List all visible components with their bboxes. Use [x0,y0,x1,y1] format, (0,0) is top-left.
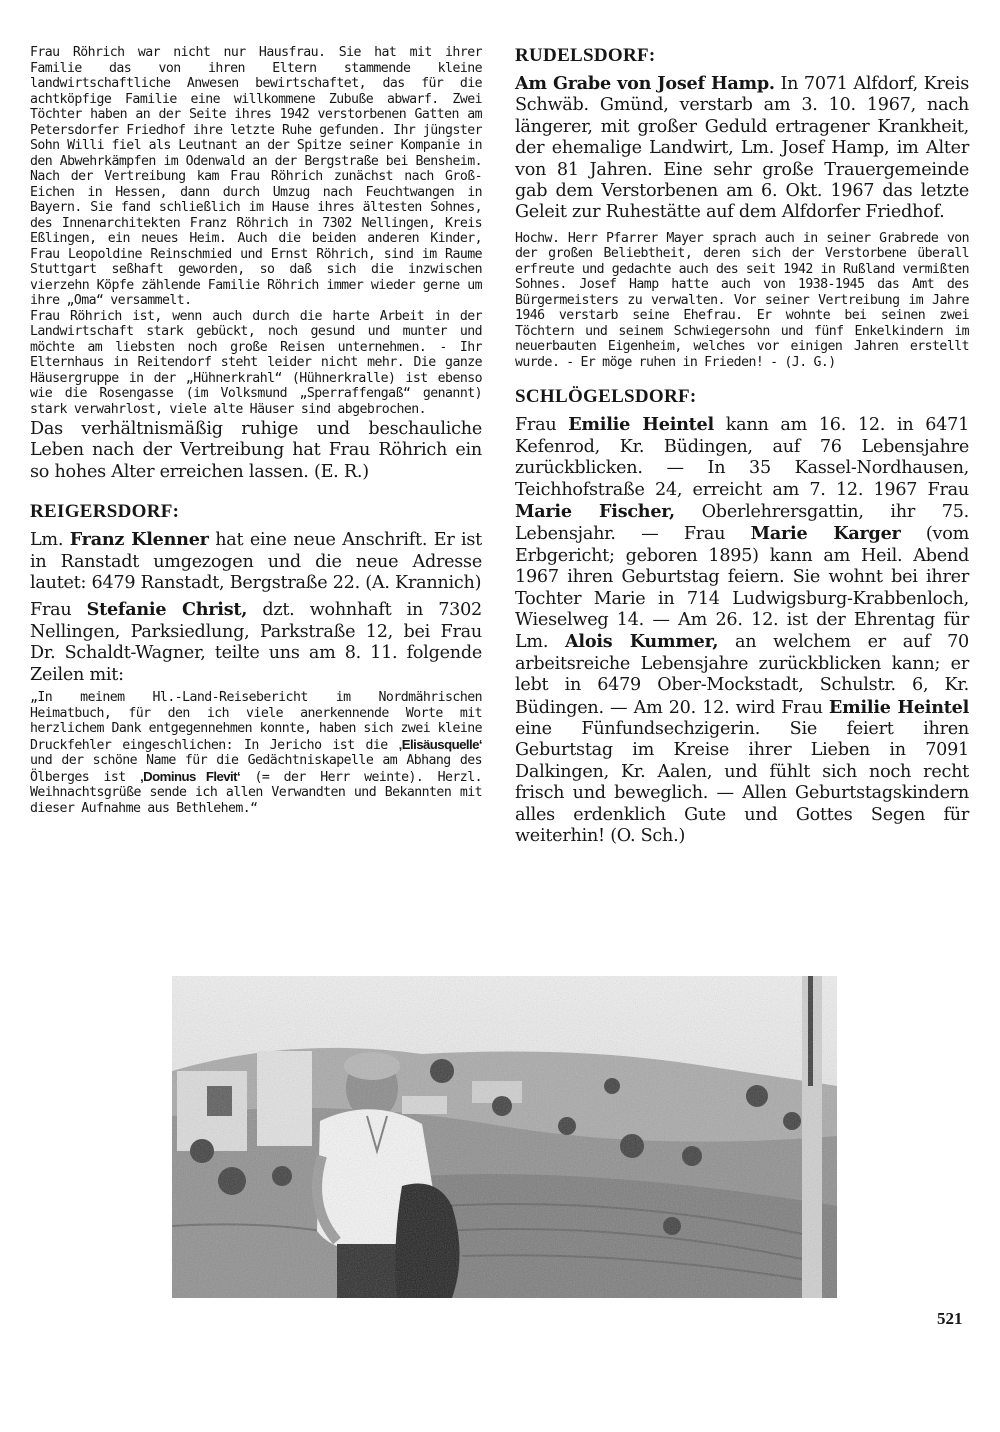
text-span: und der schöne Name für die Gedächtniskapelle am Abhang des Ölberges ist [30,753,482,785]
emphasized-term: ‚Elisäusquelle‘ [398,736,482,752]
section-heading-reigersdorf: REIGERSDORF: [30,501,180,523]
right-column [515,45,969,847]
person-name: Marie Karger [750,523,901,545]
schloegelsdorf-paragraph [515,414,969,847]
section-heading-rudelsdorf: RUDELSDORF: [515,45,656,66]
rudelsdorf-lead-paragraph [515,73,969,224]
text-span: an welchem er auf 70 arbeitsreiche Lebensjahre zurückblicken kann; er lebt in 6479 Ober-Mockstadt, Schulstr. 6, Kr. Büdingen. — Am 20. 12. wird Frau [515,632,969,718]
person-name: Emilie Heintel [568,414,714,436]
text-span: Oberlehrersgattin, ihr 75. Lebensjahr. — Frau [515,501,969,545]
reigersdorf-quote [30,690,482,816]
left-column [30,45,482,816]
rudelsdorf-small-paragraph: Hochw. Herr Pfarrer Mayer sprach auch in seiner Grabrede von der großen Beliebtheit, deren sich der Verstorbene überall erfreute und gedachte auch des seit 1942 in Rußland vermißten Sohnes. Josef Hamp hatte auch von 1938-1945 das Amt des Bürgermeisters zu verwalten. Vor seiner Vertreibung im Jahre 1946 verstarb seine Ehefrau. Er wohnte bei seinen zwei Töchtern und seinem Schwiegersohn und fünf Enkelkindern im neuerbauten Eigenheim, welches vor einigen Jahren erstellt wurde. - Er möge ruhen in Frieden! - (J. G.) [515,230,969,370]
person-name: Franz Klenner [69,529,209,551]
reigersdorf-paragraph-2 [30,599,482,686]
text-span: Lm. [30,530,70,551]
intro-paragraph-1: Frau Röhrich war nicht nur Hausfrau. Sie hat mit ihrer Familie das von ihren Eltern stammende kleine landwirtschaftliche Anwesen bewirtschaftet, das für die achtköpfige Familie eine willkommene Zubuße abwarf. Zwei Töchter haben an der Seite ihres 1942 verstorbenen Gatten am Petersdorfer Friedhof ihre letzte Ruhe gefunden. Ihr jüngster Sohn Willi fiel als Leutnant an der Spitze seiner Kompanie in den Abwehrkämpfen im Odenwald an der Bergstraße bei Bensheim. Nach der Vertreibung kam Frau Röhrich zunächst nach Groß-Eichen in Hessen, dann durch Umzug nach Feuchtwangen in Bayern. Sie fand schließlich im Hause ihres ältesten Sohnes, des Innenarchitekten Franz Röhrich in 7302 Nellingen, Kreis Eßlingen, ein neues Heim. Auch die beiden anderen Kinder, Frau Leopoldine Reinschmied und Ernst Röhrich, sind im Raume Stuttgart seßhaft geworden, so daß sich die inzwischen vierzehn Köpfe zählende Familie Röhrich immer wieder gerne um ihre „Oma“ versammelt. [30,45,482,308]
text-span: Frau [30,600,87,621]
person-name: Alois Kummer, [565,631,719,653]
intro-paragraph-2: Frau Röhrich ist, wenn auch durch die harte Arbeit in der Landwirtschaft stark gebückt, noch gesund und munter und möchte am liebsten noch große Reisen unternehmen. - Ihr Elternhaus in Reitendorf steht leider nicht mehr. Die ganze Häusergruppe in der „Hühnerkrahl“ (Hühnerkralle) ist ebenso wie die Rosengasse (im Volksmund „Sperraffengaß“ genannt) stark verwahrlost, viele alte Häuser sind abgebrochen. [30,308,482,417]
text-span: Frau [515,415,569,436]
text-span: „In meinem Hl.-Land-Reisebericht im Nordmährischen Heimatbuch, für den ich viele anerkennende Worte mit herzlichem Dank entgegennehmen konnte, haben sich zwei kleine Druckfehler eingeschlichen: In Jericho ist die [30,690,482,753]
person-name: Emilie Heintel [828,696,969,718]
bethlehem-photo [172,976,837,1298]
emphasized-term: ‚Dominus Flevit‘ [140,768,241,784]
text-span: eine Fünfundsechzigerin. Sie feiert ihren Geburtstag im Kreise ihrer Lieben in 7091 Dalkingen, Kr. Aalen, und fühlt sich noch recht frisch und beweglich. — Allen Geburtstagskindern alles erdenklich Gute und Gottes Segen für weiterhin! (O. Sch.) [515,719,969,847]
text-span: (= der Herr weinte). Herzl. Weihnachtsgrüße sende ich allen Verwandten und Bekannten mit dieser Aufnahme aus Bethlehem.“ [30,769,482,816]
article-lead-title: Am Grabe von Josef Hamp. [515,73,775,94]
text-span: (vom Erbgericht; geboren 1895) kann am Heil. Abend 1967 ihren Geburtstag feiern. Sie wohnt bei ihrer Tochter Marie in 714 Ludwigsburg-Krabbenloch, Wieselweg 14. — Am 26. 12. ist der Ehrentag für Lm. [515,524,969,653]
text-span: dzt. wohnhaft in 7302 Nellingen, Parksiedlung, Parkstraße 12, bei Frau Dr. Schaldt-Wagner, teilte uns am 8. 11. folgende Zeilen mit: [30,600,483,685]
text-span: kann am 16. 12. in 6471 Kefenrod, Kr. Büdingen, auf 76 Lebensjahre zurückblicken. — In 35 Kassel-Nordhausen, Teichhofstraße 24, erreicht am 7. 12. 1967 Frau [515,415,970,500]
page-number: 521 [937,1309,963,1328]
person-name: Marie Fischer, [515,500,675,522]
text-span: hat eine neue Anschrift. Er ist in Ranstadt umgezogen und die neue Adresse lautet: 6479 Ranstadt, Bergstraße 22. (A. Krannich) [30,530,482,594]
photo-image [172,976,837,1298]
text-span: In 7071 Alfdorf, Kreis Schwäb. Gmünd, verstarb am 3. 10. 1967, nach längerer, mit großer Geduld ertragener Krankheit, der ehemalige Landwirt, Lm. Josef Hamp, im Alter von 81 Jahren. Eine sehr große Trauergemeinde gab dem Verstorbenen am 6. Okt. 1967 das letzte Geleit zur Ruhestätte auf dem Alfdorfer Friedhof. [515,74,970,223]
section-heading-schloegelsdorf: SCHLÖGELSDORF: [515,386,697,408]
person-name: Stefanie Christ, [86,599,248,621]
intro-paragraph-3: Das verhältnismäßig ruhige und beschauliche Leben nach der Vertreibung hat Frau Röhrich ein so hohes Alter erreichen lassen. (E. R.) [30,419,482,482]
reigersdorf-paragraph-1 [30,529,482,594]
